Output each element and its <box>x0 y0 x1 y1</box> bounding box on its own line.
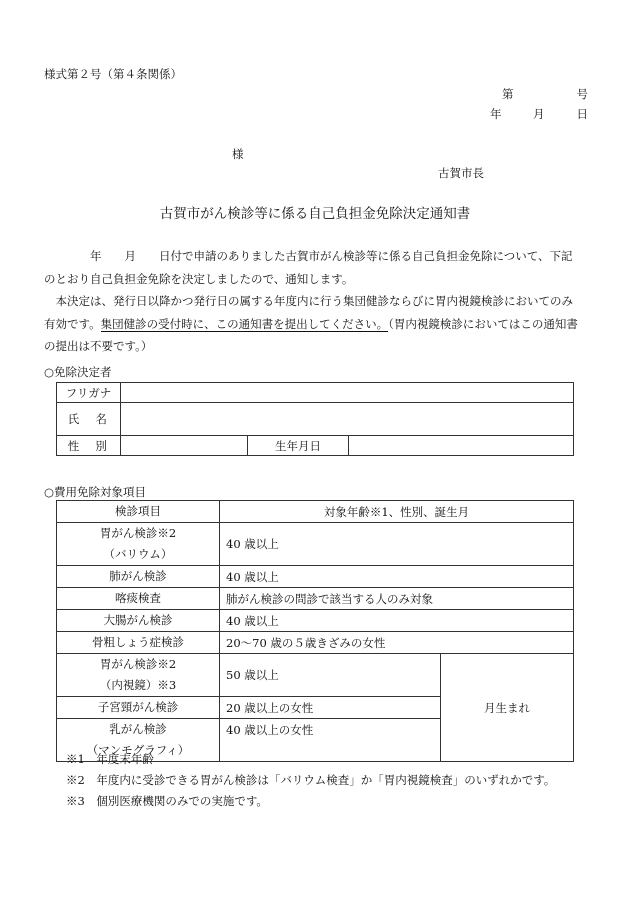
footnote: ※2 年度内に受診できる胃がん検診は「バリウム検査」か「胃内視鏡検査」のいずれかです。 <box>66 773 556 787</box>
table-row-target: 40 歳以上 <box>220 566 574 588</box>
name-label: 氏 名 <box>57 403 121 436</box>
item-line: （内視鏡）※3 <box>99 678 177 692</box>
exemption-items-table <box>56 500 574 762</box>
table-row-item: 骨粗しょう症検診 <box>57 632 220 654</box>
table-row-target: 20 歳以上の女性 <box>220 697 441 719</box>
footnotes <box>66 749 555 812</box>
recipient: 様 <box>232 147 244 161</box>
table-row-item: 子宮頸がん検診 <box>57 697 220 719</box>
body-line: 本決定は、発行日以降かつ発行日の属する年度内に行う集団健診ならびに胃内視鏡検診においてのみ <box>44 294 573 308</box>
item-line: 胃がん検診※2 <box>99 657 177 671</box>
birth-month-cell: 月生まれ <box>441 654 574 762</box>
body-fragment: 有効です。 <box>44 316 101 331</box>
sex-label: 性 別 <box>57 436 121 456</box>
number-suffix: 号 <box>576 87 588 101</box>
document-number <box>502 89 588 101</box>
footnote: ※1 年度末年齢 <box>66 752 154 766</box>
body-line: の提出は不要です。） <box>44 339 153 353</box>
issuer: 古賀市長 <box>438 166 484 180</box>
birth-date-label: 生年月日 <box>248 436 349 456</box>
table-row-item <box>57 523 220 566</box>
section-heading-items: ○費用免除対象項目 <box>44 485 147 499</box>
body-line: 年 月 日付で申請のありました古賀市がん検診等に係る自己負担金免除について、下記 <box>44 249 573 263</box>
item-line: （マンモグラフィ） <box>86 743 190 757</box>
table-row-target: 40 歳以上 <box>220 523 574 566</box>
name-field <box>121 403 574 436</box>
body-line: のとおり自己負担金免除を決定しましたので、通知します。 <box>44 271 354 286</box>
item-line: 乳がん検診 <box>109 722 167 736</box>
number-prefix: 第 <box>502 87 514 101</box>
item-line: 胃がん検診※2 <box>99 526 177 540</box>
body-line <box>44 313 590 336</box>
underlined-instruction: 集団健診の受付時に、この通知書を提出してください。 <box>100 316 389 331</box>
recipient-table <box>56 382 574 456</box>
birth-date-field <box>349 436 574 456</box>
table-row-target: 肺がん検診の問診で該当する人のみ対象 <box>220 588 574 610</box>
document-title: 古賀市がん検診等に係る自己負担金免除決定通知書 <box>159 206 471 222</box>
table-row-target: 20～70 歳の５歳きざみの女性 <box>220 632 574 654</box>
table-row-item <box>57 654 220 697</box>
furigana-label: フリガナ <box>57 383 121 403</box>
furigana-field <box>121 383 574 403</box>
section-heading-recipient: ○免除決定者 <box>44 365 112 379</box>
date-year: 年 <box>490 107 502 121</box>
form-number: 様式第２号（第４条関係） <box>44 67 182 81</box>
table-row-target: 50 歳以上 <box>220 654 441 697</box>
sex-field <box>121 436 248 456</box>
body-text <box>44 245 590 358</box>
footnote: ※3 個別医療機関のみでの実施です。 <box>66 794 268 808</box>
table-row-item: 喀痰検査 <box>57 588 220 610</box>
date-month: 月 <box>533 107 545 121</box>
table-row-target: 40 歳以上 <box>220 610 574 632</box>
table-row-target: 40 歳以上の女性 <box>220 719 441 762</box>
date-day: 日 <box>576 107 588 121</box>
column-header-item: 検診項目 <box>57 501 220 523</box>
body-fragment: （胃内視鏡検診においてはこの通知書 <box>388 316 578 331</box>
table-row-item: 肺がん検診 <box>57 566 220 588</box>
table-row-item: 大腸がん検診 <box>57 610 220 632</box>
item-line: （バリウム） <box>103 547 173 561</box>
column-header-target: 対象年齢※1、性別、誕生月 <box>220 501 574 523</box>
